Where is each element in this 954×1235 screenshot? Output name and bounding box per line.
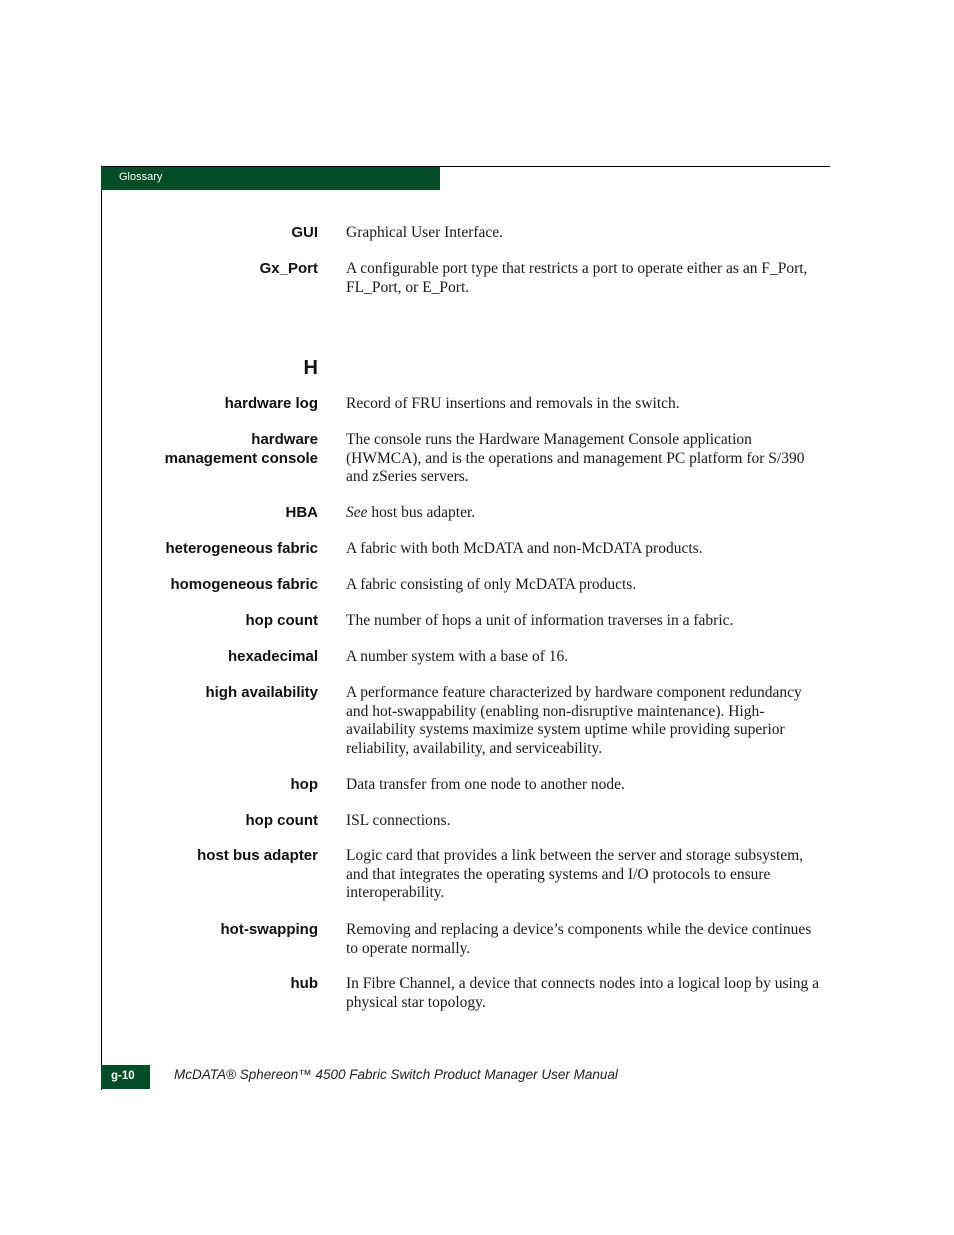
glossary-definition: A configurable port type that restricts a port to operate either as an F_Port, FL_Port, or E_Port. [346, 260, 808, 296]
glossary-term: hot-swapping [220, 921, 318, 938]
section-letter: H [303, 357, 318, 379]
glossary-definition: Data transfer from one node to another node. [346, 776, 625, 793]
footer-title: McDATA® Sphereon™ 4500 Fabric Switch Product Manager User Manual [174, 1067, 618, 1082]
glossary-term: hop count [245, 612, 318, 629]
glossary-definition: Graphical User Interface. [346, 224, 504, 241]
glossary-term-line: management console [164, 450, 318, 467]
glossary-definition: A performance feature characterized by hardware component redundancy and hot-swappability (enabling non-disruptive maintenance). High-availability systems maximize system uptime while providing superior reliability, availability, and serviceability. [346, 684, 802, 758]
page-number: g-10 [111, 1070, 135, 1082]
glossary-term: heterogeneous fabric [165, 540, 318, 557]
glossary-term: host bus adapter [197, 847, 318, 864]
glossary-definition: The number of hops a unit of information traverses in a fabric. [346, 612, 734, 629]
glossary-definition: Record of FRU insertions and removals in the switch. [346, 395, 680, 412]
glossary-term: GUI [291, 224, 318, 241]
glossary-definition: A number system with a base of 16. [346, 648, 569, 665]
glossary-term: hardware log [224, 395, 318, 412]
glossary-definition: Removing and replacing a device’s components while the device continues to operate normally. [346, 921, 812, 957]
margin-rule [101, 166, 102, 1090]
glossary-term: hop [290, 776, 318, 793]
glossary-definition: A fabric with both McDATA and non-McDATA products. [346, 540, 703, 557]
glossary-definition: A fabric consisting of only McDATA products. [346, 576, 637, 593]
glossary-definition: The console runs the Hardware Management Console application (HWMCA), and is the operations and management PC platform for S/390 and zSeries servers. [346, 431, 805, 486]
glossary-term-line: hardware [251, 431, 318, 448]
glossary-definition: In Fibre Channel, a device that connects nodes into a logical loop by using a physical star topology. [346, 975, 820, 1011]
see-reference: See [346, 504, 368, 521]
glossary-definition [346, 504, 822, 523]
glossary-term: Gx_Port [259, 260, 318, 277]
glossary-term: HBA [285, 504, 318, 521]
cross-reference-text: host bus adapter. [367, 504, 476, 521]
section-title: Glossary [119, 171, 163, 183]
glossary-term: hop count [245, 812, 318, 829]
glossary-term: homogeneous fabric [170, 576, 318, 593]
glossary-term: hexadecimal [227, 648, 318, 665]
glossary-term: high availability [205, 684, 318, 701]
glossary-definition: Logic card that provides a link between the server and storage subsystem, and that integrates the operating systems and I/O protocols to ensure interoperability. [346, 847, 804, 902]
section-header-tab [101, 167, 440, 190]
page-number-tab [101, 1065, 150, 1089]
glossary-term [165, 430, 318, 468]
glossary-term: hub [290, 975, 318, 992]
glossary-definition: ISL connections. [346, 812, 451, 829]
